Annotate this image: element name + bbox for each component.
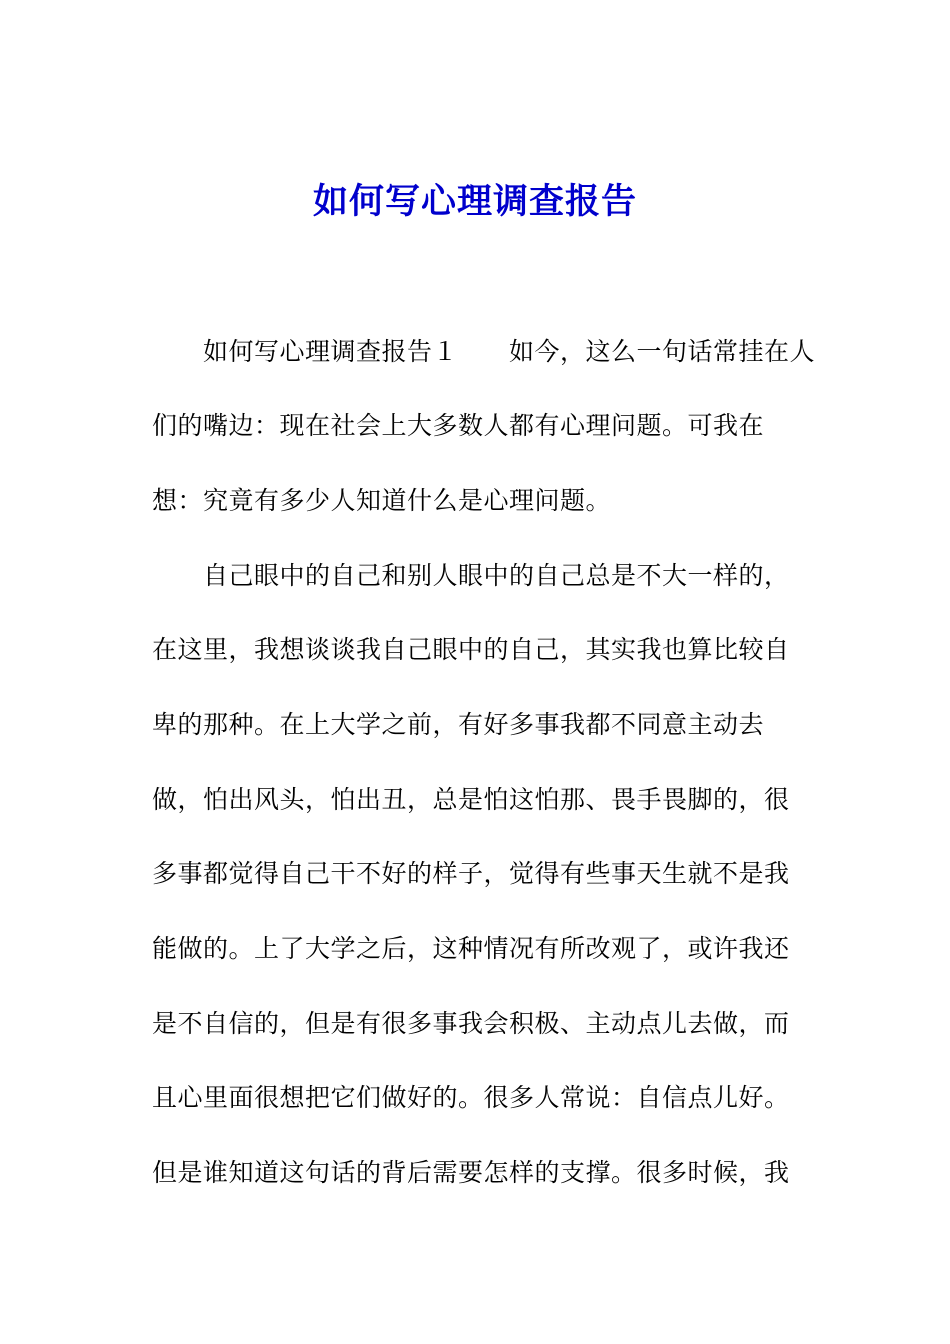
body-line: 自己眼中的自己和别人眼中的自己总是不大一样的， — [203, 561, 790, 590]
body-line: 做，怕出风头，怕出丑，总是怕这怕那、畏手畏脚的，很 — [152, 785, 790, 814]
body-line: 如何写心理调查报告１ 如今，这么一句话常挂在人 — [203, 337, 816, 366]
body-line: 但是谁知道这句话的背后需要怎样的支撑。很多时候，我 — [152, 1158, 790, 1187]
body-line: 能做的。上了大学之后，这种情况有所改观了，或许我还 — [152, 934, 790, 963]
body-line: 是不自信的，但是有很多事我会积极、主动点儿去做，而 — [152, 1009, 790, 1038]
document-title: 如何写心理调查报告 — [312, 181, 637, 222]
body-line: 想：究竟有多少人知道什么是心理问题。 — [152, 486, 612, 515]
body-line: 在这里，我想谈谈我自己眼中的自己，其实我也算比较自 — [152, 635, 790, 664]
body-line: 多事都觉得自己干不好的样子，觉得有些事天生就不是我 — [152, 859, 790, 888]
body-line: 卑的那种。在上大学之前，有好多事我都不同意主动去 — [152, 710, 765, 739]
body-line: 且心里面很想把它们做好的。很多人常说：自信点儿好。 — [152, 1083, 790, 1112]
body-line: 们的嘴边：现在社会上大多数人都有心理问题。可我在 — [152, 411, 765, 440]
